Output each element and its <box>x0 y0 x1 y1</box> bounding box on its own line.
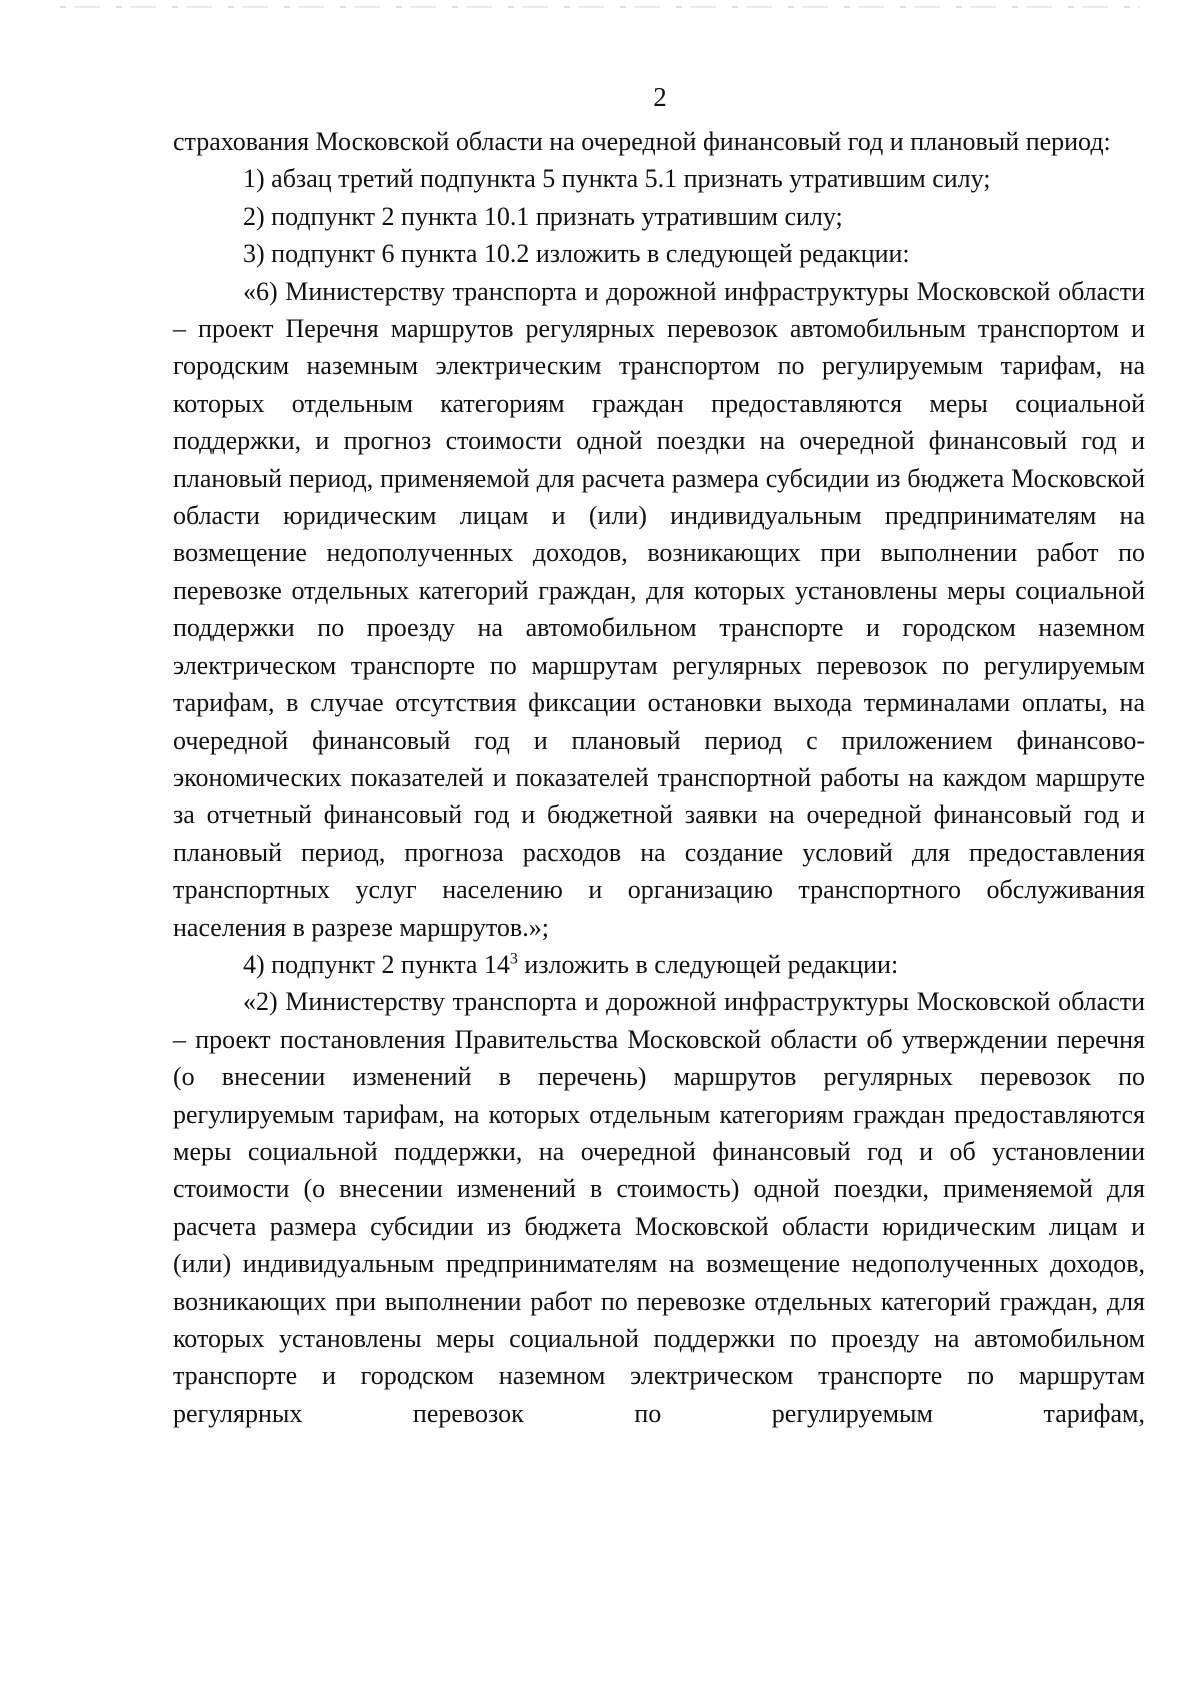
paragraph-item-3: 3) подпункт 6 пункта 10.2 изложить в следующей редакции: <box>243 239 910 269</box>
superscript-index: 3 <box>509 950 518 968</box>
document-body <box>173 123 1145 1432</box>
paragraph-quote-6: «6) Министерству транспорта и дорожной инфраструктуры Московской области – проект Перечня маршрутов регулярных перевозок автомобильным транспортом и городским наземным электрическим транспортом по регулируемым тарифам, на которых отдельным категориям граждан предоставляются меры социальной поддержки, и прогноз стоимости одной поездки на очередной финансовый год и плановый период, применяемой для расчета размера субсидии из бюджета Московской области юридическим лицам и (или) индивидуальным предпринимателям на возмещение недополученных доходов, возникающих при выполнении работ по перевозке отдельных категорий граждан, для которых установлены меры социальной поддержки по проезду на автомобильном транспорте и городском наземном электрическом транспорте по маршрутам регулярных перевозок по регулируемым тарифам, в случае отсутствия фиксации остановки выхода терминалами оплаты, на очередной финансовый год и плановый период с приложением финансово-экономических показателей и показателей транспортной работы на каждом маршруте за отчетный финансовый год и бюджетной заявки на очередной финансовый год и плановый период, прогноза расходов на создание условий для предоставления транспортных услуг населению и организацию транспортного обслуживания населения в разрезе маршрутов.»; <box>173 276 1145 942</box>
paragraph-item-4-text-after: изложить в следующей редакции: <box>517 949 899 979</box>
paragraph-intro: страхования Московской области на очередной финансовый год и плановый период: <box>173 127 1111 156</box>
paragraph-item-4-text: 4) подпункт 2 пункта 14 <box>243 949 510 979</box>
paragraph-item-1: 1) абзац третий подпункта 5 пункта 5.1 признать утратившим силу; <box>243 164 991 194</box>
paragraph-item-4 <box>173 946 1145 983</box>
page-number: 2 <box>653 82 667 112</box>
paragraph-quote-2: «2) Министерству транспорта и дорожной инфраструктуры Московской области – проект постановления Правительства Московской области об утверждении перечня (о внесении изменений в перечень) маршрутов регулярных перевозок по регулируемым тарифам, на которых отдельным категориям граждан предоставляются меры социальной поддержки, на очередной финансовый год и об установлении стоимости (о внесении изменений в стоимость) одной поездки, применяемой для расчета размера субсидии из бюджета Московской области юридическим лицам и (или) индивидуальным предпринимателям на возмещение недополученных доходов, возникающих при выполнении работ по перевозке отдельных категорий граждан, для которых установлены меры социальной поддержки по проезду на автомобильном транспорте и городском наземном электрическом транспорте по маршрутам регулярных перевозок по регулируемым тарифам, <box>173 987 1145 1428</box>
paragraph-item-2: 2) подпункт 2 пункта 10.1 признать утратившим силу; <box>243 201 843 231</box>
scan-edge-artifact <box>60 6 1140 8</box>
